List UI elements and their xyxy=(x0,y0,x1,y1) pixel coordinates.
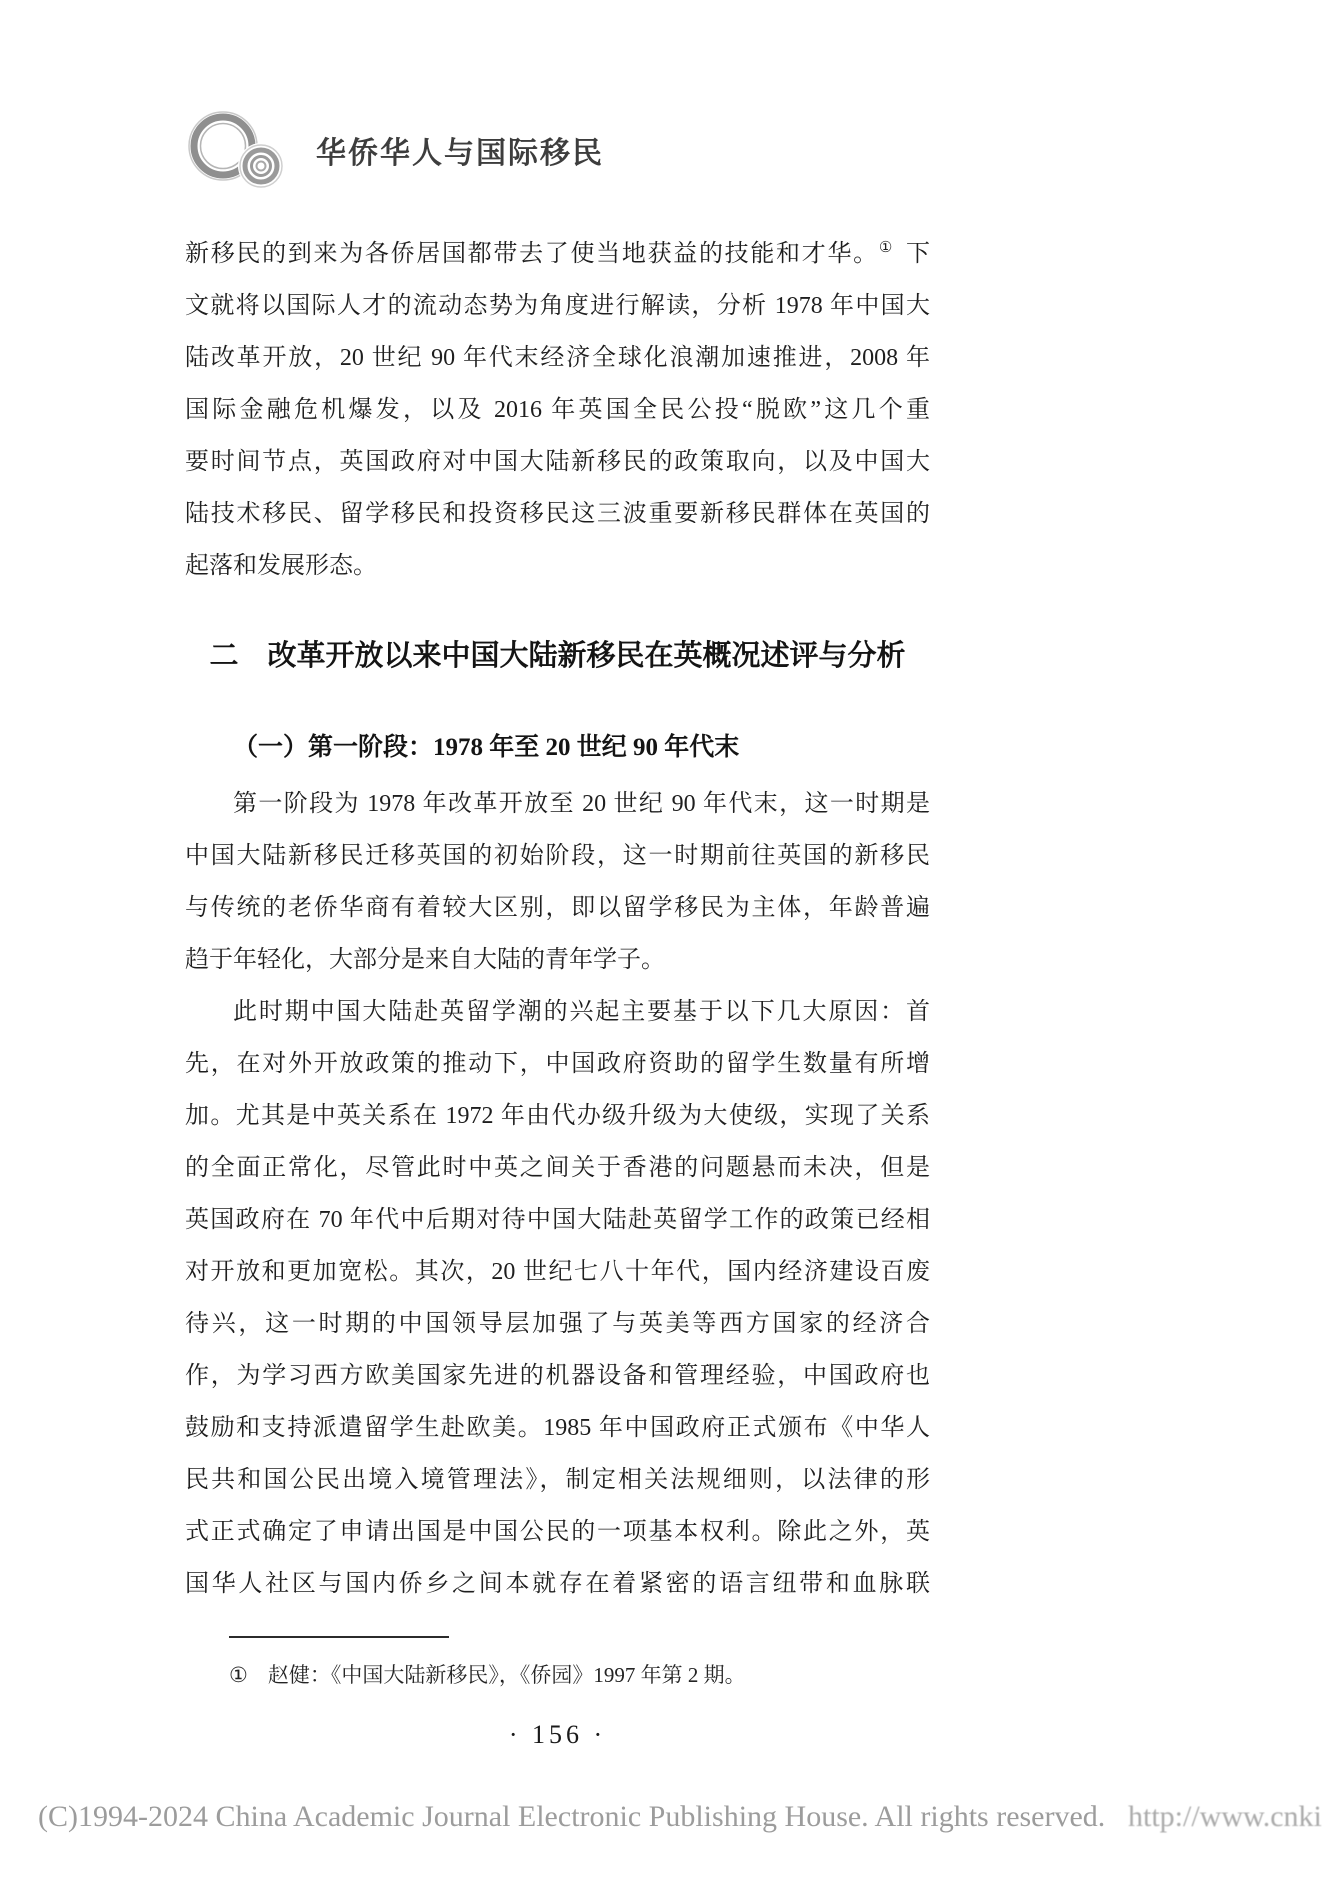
text-line: 先，在对外开放政策的推动下，中国政府资助的留学生数量有所增 xyxy=(185,1051,930,1077)
text-line: 式正式确定了申请出国是中国公民的一项基本权利。除此之外，英 xyxy=(185,1519,930,1545)
text-line: 要时间节点，英国政府对中国大陆新移民的政策取向，以及中国大 xyxy=(185,449,930,475)
footnote-marker: ① xyxy=(229,1663,248,1687)
text-run: 新移民的到来为各侨居国都带去了使当地获益的技能和才华。 xyxy=(185,241,879,267)
page-content xyxy=(185,108,930,1750)
text-line: 趋于年轻化，大部分是来自大陆的青年学子。 xyxy=(185,947,665,973)
text-run: 下 xyxy=(906,241,930,267)
text-line: 中国大陆新移民迁移英国的初始阶段，这一时期前往英国的新移民 xyxy=(185,843,930,869)
text-line: 起落和发展形态。 xyxy=(185,553,377,579)
text-line: 陆改革开放，20 世纪 90 年代末经济全球化浪潮加速推进，2008 年 xyxy=(185,345,930,371)
text-line: 第一阶段为 1978 年改革开放至 20 世纪 90 年代末，这一时期是 xyxy=(233,791,930,817)
subsection-heading: （一）第一阶段：1978 年至 20 世纪 90 年代末 xyxy=(233,734,740,761)
copyright-text: (C)1994-2024 China Academic Journal Electronic Publishing House. All rights reserved. xyxy=(38,1800,1106,1833)
paragraph-intro xyxy=(185,228,930,592)
footnote-separator xyxy=(229,1636,449,1638)
text-line: 英国政府在 70 年代中后期对待中国大陆赴英留学工作的政策已经相 xyxy=(185,1207,930,1233)
page-number: · 156 · xyxy=(508,1720,607,1749)
text-line: 作，为学习西方欧美国家先进的机器设备和管理经验，中国政府也 xyxy=(185,1363,930,1389)
text-line: 国华人社区与国内侨乡之间本就存在着紧密的语言纽带和血脉联 xyxy=(185,1571,930,1597)
text-line: 此时期中国大陆赴英留学潮的兴起主要基于以下几大原因：首 xyxy=(233,999,930,1025)
text-line: 加。尤其是中英关系在 1972 年由代办级升级为大使级，实现了关系 xyxy=(185,1103,930,1129)
paragraph-reasons xyxy=(185,986,930,1610)
text-line: 文就将以国际人才的流动态势为角度进行解读，分析 1978 年中国大 xyxy=(185,293,930,319)
text-line xyxy=(185,228,930,280)
journal-rings-logo-icon xyxy=(185,108,290,192)
journal-header xyxy=(185,108,930,192)
text-line: 的全面正常化，尽管此时中英之间关于香港的问题悬而未决，但是 xyxy=(185,1155,930,1181)
text-line: 待兴，这一时期的中国领导层加强了与英美等西方国家的经济合 xyxy=(185,1311,930,1337)
footnote-text: 赵健：《中国大陆新移民》，《侨园》1997 年第 2 期。 xyxy=(267,1663,746,1687)
section-heading: 二 改革开放以来中国大陆新移民在英概况述评与分析 xyxy=(209,640,906,672)
text-line: 与传统的老侨华商有着较大区别，即以留学移民为主体，年龄普遍 xyxy=(185,895,930,921)
text-line: 陆技术移民、留学移民和投资移民这三波重要新移民群体在英国的 xyxy=(185,501,930,527)
footnote-reference-1: ① xyxy=(878,240,895,256)
journal-title: 华侨华人与国际移民 xyxy=(316,137,604,170)
page-footer xyxy=(0,1800,1338,1860)
text-line: 国际金融危机爆发，以及 2016 年英国全民公投“脱欧”这几个重 xyxy=(185,397,930,423)
text-line: 对开放和更加宽松。其次，20 世纪七八十年代，国内经济建设百废 xyxy=(185,1259,930,1285)
text-line: 鼓励和支持派遣留学生赴欧美。1985 年中国政府正式颁布《中华人 xyxy=(185,1415,930,1441)
text-line: 民共和国公民出境入境管理法》，制定相关法规细则，以法律的形 xyxy=(185,1467,930,1493)
footnote xyxy=(185,1658,930,1692)
paragraph-stage-one xyxy=(185,778,930,986)
footer-url: http://www.cnki xyxy=(1128,1800,1322,1833)
